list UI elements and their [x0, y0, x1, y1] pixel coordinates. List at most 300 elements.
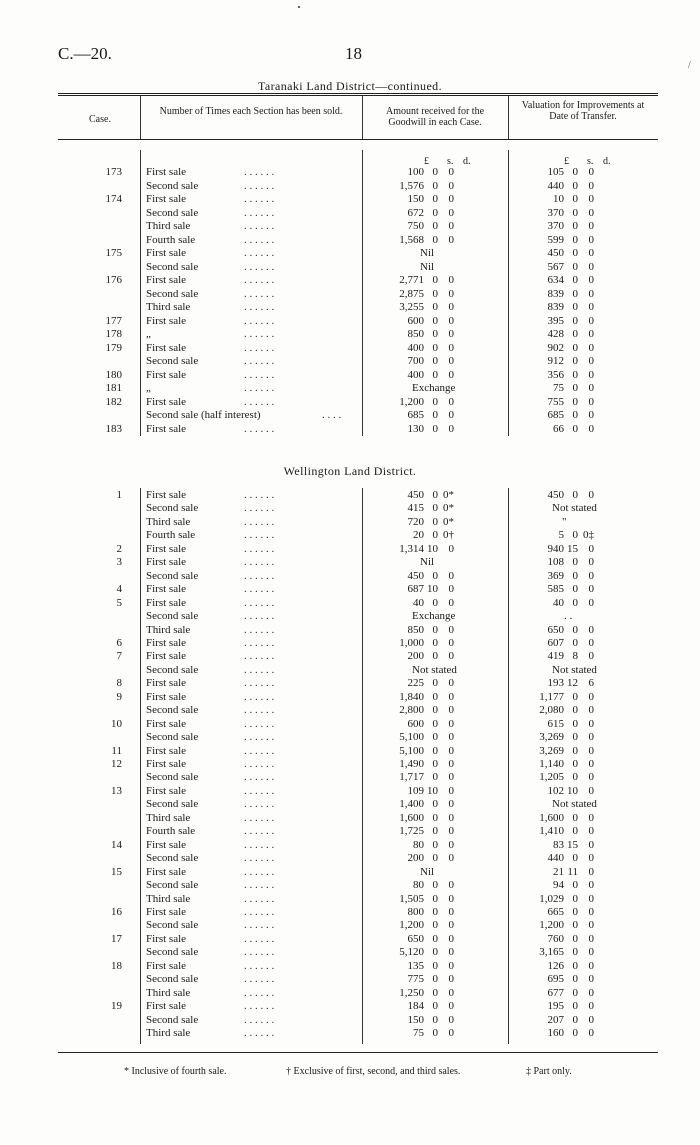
valuation-amount — [516, 987, 616, 1001]
table-row — [0, 946, 700, 960]
sale-description: First sale — [146, 341, 187, 354]
goodwill-amount-pence: 0 — [448, 233, 454, 246]
valuation-amount-pence: 0 — [588, 247, 594, 259]
goodwill-amount-shillings: 0 — [432, 892, 438, 905]
leader-dots: . . . . . . — [244, 905, 275, 918]
goodwill-amount — [376, 516, 476, 530]
goodwill-amount-pence: 0 — [448, 731, 454, 744]
goodwill-amount-pounds: 750 — [407, 220, 424, 232]
valuation-amount-shillings: 0 — [572, 287, 578, 300]
goodwill-amount-text: Exchange — [412, 382, 456, 394]
valuation-amount — [516, 933, 616, 947]
valuation-cell — [516, 718, 616, 732]
valuation-amount-shillings: 0 — [572, 274, 578, 286]
valuation-amount-shillings: 15 — [567, 838, 578, 851]
valuation-amount-pence: 0 — [588, 744, 594, 757]
valuation-amount-shillings: 0 — [572, 368, 578, 381]
goodwill-amount-pounds: 225 — [407, 677, 424, 690]
valuation-cell — [516, 919, 616, 933]
sale-description: Third sale — [146, 515, 191, 528]
header-divider — [140, 96, 141, 139]
amount-cell — [376, 677, 476, 691]
leader-dots: . . . . . . — [244, 704, 275, 717]
table-row — [0, 906, 700, 920]
goodwill-amount-pence: 0 — [448, 973, 454, 986]
goodwill-amount-shillings: 0 — [432, 852, 438, 865]
valuation-amount-pounds: 755 — [547, 395, 564, 408]
valuation-amount-pence: 0 — [588, 838, 594, 851]
valuation-amount-pence: 0 — [588, 771, 594, 784]
valuation-amount-pounds: 369 — [547, 569, 564, 582]
amount-cell — [376, 906, 476, 920]
goodwill-amount — [376, 342, 476, 356]
valuation-amount — [516, 288, 616, 302]
valuation-amount-pounds: 940 — [547, 542, 564, 555]
goodwill-amount-shillings: 0 — [432, 986, 438, 999]
goodwill-amount — [376, 839, 476, 853]
amount-cell — [376, 529, 476, 543]
goodwill-amount-pence: 0 — [448, 677, 454, 690]
amount-cell — [376, 637, 476, 651]
valuation-amount-pounds: 356 — [547, 368, 564, 381]
table-row — [0, 718, 700, 732]
goodwill-amount-pence: 0 — [448, 314, 454, 327]
goodwill-amount-shillings: 0 — [432, 301, 438, 313]
goodwill-amount — [376, 691, 476, 705]
valuation-amount-pounds: 370 — [547, 206, 564, 219]
goodwill-amount-pounds: 650 — [407, 932, 424, 945]
valuation-amount — [516, 866, 616, 880]
leader-dots: . . . . . . — [244, 368, 275, 381]
goodwill-amount-shillings: 0 — [432, 328, 438, 340]
valuation-cell — [516, 274, 616, 288]
valuation-amount-pounds: 450 — [547, 247, 564, 259]
valuation-amount-pounds: 902 — [547, 341, 564, 354]
goodwill-amount-pounds: 20 — [413, 529, 424, 542]
case-number: 2 — [116, 542, 122, 555]
goodwill-amount — [376, 933, 476, 947]
valuation-amount — [516, 180, 616, 194]
valuation-amount-pence: 0 — [588, 301, 594, 313]
sale-description: Third sale — [146, 623, 191, 636]
goodwill-amount-pounds: 130 — [407, 422, 424, 435]
goodwill-amount-pence: 0 — [448, 1013, 454, 1026]
leader-dots: . . . . . . — [244, 355, 275, 367]
table-row — [0, 516, 700, 530]
table-row — [0, 489, 700, 503]
valuation-cell — [516, 1014, 616, 1028]
valuation-amount-shillings: 0 — [572, 919, 578, 932]
goodwill-amount-pence: 0 — [448, 301, 454, 313]
leader-dots: . . . . . . — [244, 744, 275, 757]
valuation-amount-pounds: 395 — [547, 314, 564, 327]
valuation-amount-pounds: 599 — [547, 233, 564, 246]
valuation-amount-pence: 0 — [588, 260, 594, 273]
leader-dots: . . . . . . — [244, 771, 275, 784]
case-number: 9 — [116, 690, 122, 703]
goodwill-amount — [376, 1000, 476, 1014]
leader-dots: . . . . . . — [244, 179, 275, 192]
sale-description: Second sale — [146, 610, 199, 623]
sale-description: Fourth sale — [146, 825, 196, 838]
amount-cell — [376, 369, 476, 383]
amount-cell — [376, 731, 476, 745]
table-row — [0, 556, 700, 570]
valuation-cell — [516, 650, 616, 664]
valuation-amount-pounds: 102 — [547, 784, 564, 797]
valuation-amount — [516, 664, 616, 678]
amount-cell — [376, 650, 476, 664]
case-number: 10 — [111, 717, 122, 730]
goodwill-amount-pence: 0 — [448, 892, 454, 905]
valuation-cell — [516, 180, 616, 194]
valuation-amount-shillings: 0 — [572, 301, 578, 313]
goodwill-amount-shillings: 0 — [432, 422, 438, 435]
valuation-amount-pence: 0 — [588, 166, 594, 178]
valuation-amount-pence: 6 — [588, 677, 594, 690]
valuation-amount-pounds: 695 — [547, 973, 564, 986]
table-row — [0, 852, 700, 866]
goodwill-amount — [376, 396, 476, 410]
sale-description: Third sale — [146, 301, 191, 313]
table-row — [0, 893, 700, 907]
goodwill-amount — [376, 234, 476, 248]
valuation-cell — [516, 973, 616, 987]
goodwill-amount-pence: 0 — [448, 905, 454, 918]
leader-dots: . . . . . . — [244, 717, 275, 730]
goodwill-amount — [376, 529, 476, 543]
valuation-amount-shillings: 0 — [572, 905, 578, 918]
valuation-amount-shillings: 0 — [572, 529, 578, 542]
goodwill-amount — [376, 597, 476, 611]
goodwill-amount-pence: 0 — [448, 583, 454, 596]
valuation-amount — [516, 718, 616, 732]
valuation-cell — [516, 1000, 616, 1014]
valuation-amount-pounds: 370 — [547, 220, 564, 232]
valuation-amount-pence: 0 — [588, 959, 594, 972]
table-row — [0, 570, 700, 584]
goodwill-amount-text: Nil — [420, 556, 435, 569]
valuation-amount-shillings: 0 — [572, 382, 578, 394]
table-row — [0, 274, 700, 288]
goodwill-amount-pence: 0 — [448, 690, 454, 703]
valuation-amount-shillings: 0 — [572, 758, 578, 770]
valuation-amount — [516, 798, 616, 812]
sale-description: First sale — [146, 690, 187, 703]
valuation-amount-text: Not stated — [552, 798, 597, 811]
table-row — [0, 234, 700, 248]
valuation-amount-pence: 0 — [588, 784, 594, 797]
valuation-amount — [516, 852, 616, 866]
valuation-amount — [516, 193, 616, 207]
valuation-amount-shillings: 0 — [572, 973, 578, 986]
valuation-cell — [516, 933, 616, 947]
leader-dots: . . . . . . — [244, 569, 275, 582]
valuation-amount-shillings: 0 — [572, 744, 578, 757]
goodwill-amount-shillings: 0 — [432, 838, 438, 851]
valuation-amount-shillings: 0 — [572, 1027, 578, 1039]
amount-cell — [376, 288, 476, 302]
goodwill-amount-pounds: 1,200 — [399, 919, 424, 932]
valuation-amount-pence: 0 — [588, 758, 594, 770]
sale-description: Second sale — [146, 206, 199, 219]
valuation-cell — [516, 664, 616, 678]
leader-dots: . . . . . . — [244, 973, 275, 986]
valuation-amount-pounds: 3,165 — [539, 946, 564, 959]
table-row — [0, 731, 700, 745]
leader-dots: . . . . . . — [244, 556, 275, 569]
amount-cell — [376, 315, 476, 329]
valuation-cell — [516, 315, 616, 329]
goodwill-amount-pence: 0 — [448, 368, 454, 381]
goodwill-amount — [376, 207, 476, 221]
document-reference: C.—20. — [58, 44, 112, 63]
valuation-amount-shillings: 0 — [572, 932, 578, 945]
goodwill-amount-shillings: 0 — [432, 409, 438, 421]
valuation-amount — [516, 556, 616, 570]
amount-cell — [376, 1027, 476, 1041]
sale-description: Second sale — [146, 663, 199, 676]
valuation-amount-shillings: 0 — [572, 959, 578, 972]
valuation-amount-pence: 0 — [588, 314, 594, 327]
leader-dots: . . . . . . — [244, 852, 275, 865]
valuation-amount-pence: 0 — [588, 489, 594, 501]
goodwill-amount-pence: 0 — [448, 825, 454, 838]
goodwill-amount-shillings: 0 — [432, 489, 438, 501]
goodwill-amount — [376, 879, 476, 893]
goodwill-amount — [376, 489, 476, 503]
valuation-amount-text: Not stated — [552, 663, 597, 676]
valuation-amount-shillings: 11 — [567, 865, 578, 878]
valuation-amount-pounds: 75 — [553, 382, 564, 394]
case-number: 14 — [111, 838, 122, 851]
valuation-amount-pence: 0 — [588, 206, 594, 219]
amount-cell — [376, 583, 476, 597]
sale-description: Third sale — [146, 220, 191, 232]
leader-dots: . . . . . . — [244, 946, 275, 959]
table-row — [0, 839, 700, 853]
valuation-amount-shillings: 0 — [572, 1000, 578, 1013]
valuation-amount-shillings: 0 — [572, 193, 578, 205]
sale-description: Second sale — [146, 704, 199, 717]
goodwill-amount-shillings: 0 — [432, 704, 438, 717]
valuation-amount-pence: 0 — [588, 704, 594, 717]
valuation-cell — [516, 704, 616, 718]
goodwill-amount-pounds: 1,725 — [399, 825, 424, 838]
valuation-amount-pounds: 440 — [547, 179, 564, 192]
valuation-amount-shillings: 0 — [572, 636, 578, 649]
speck-mark — [298, 6, 300, 8]
valuation-amount-pence: 0‡ — [583, 529, 594, 542]
valuation-amount-shillings: 0 — [572, 852, 578, 865]
valuation-amount-pounds: 585 — [547, 583, 564, 596]
goodwill-amount-pounds: 2,771 — [399, 274, 424, 286]
goodwill-amount — [376, 624, 476, 638]
leader-dots: . . . . . . — [244, 986, 275, 999]
goodwill-amount-pence: 0 — [448, 179, 454, 192]
amount-cell — [376, 382, 476, 396]
valuation-amount-pounds: 428 — [547, 328, 564, 340]
amount-cell — [376, 691, 476, 705]
valuation-cell — [516, 556, 616, 570]
valuation-amount-pounds: 839 — [547, 301, 564, 313]
valuation-amount-pence: 0 — [588, 892, 594, 905]
valuation-amount-pence: 0 — [588, 1013, 594, 1026]
valuation-amount-pounds: 567 — [547, 260, 564, 273]
valuation-cell — [516, 342, 616, 356]
amount-cell — [376, 220, 476, 234]
valuation-amount — [516, 1000, 616, 1014]
goodwill-amount-pounds: 1,490 — [399, 758, 424, 770]
valuation-amount — [516, 423, 616, 437]
valuation-amount-pence: 0 — [588, 556, 594, 569]
valuation-amount-pence: 0 — [588, 852, 594, 865]
amount-cell — [376, 489, 476, 503]
goodwill-amount — [376, 973, 476, 987]
amount-cell — [376, 1014, 476, 1028]
valuation-amount-shillings: 0 — [572, 341, 578, 354]
leader-dots: . . . . . . — [244, 798, 275, 811]
valuation-amount-pounds: 615 — [547, 717, 564, 730]
valuation-amount-pounds: 650 — [547, 623, 564, 636]
valuation-amount-pence: 0 — [588, 919, 594, 932]
valuation-amount-shillings: 0 — [572, 717, 578, 730]
leader-dots: . . . . . . — [244, 623, 275, 636]
goodwill-amount — [376, 355, 476, 369]
valuation-amount — [516, 409, 616, 423]
goodwill-amount-pounds: 1,568 — [399, 233, 424, 246]
goodwill-amount-shillings: 0 — [432, 879, 438, 892]
table-row — [0, 879, 700, 893]
valuation-cell — [516, 247, 616, 261]
section-title-wellington: Wellington Land District. — [283, 464, 417, 478]
amount-cell — [376, 247, 476, 261]
valuation-amount — [516, 301, 616, 315]
currency-pounds: £ — [564, 156, 569, 167]
goodwill-amount-pounds: 1,600 — [399, 811, 424, 824]
valuation-amount-shillings: 0 — [572, 731, 578, 744]
sale-description: First sale — [146, 556, 187, 569]
sale-description: „ — [146, 328, 151, 340]
case-number: 16 — [111, 905, 122, 918]
goodwill-amount-text: Not stated — [412, 663, 457, 676]
footnote-asterisk: * Inclusive of fourth sale. — [124, 1066, 227, 1077]
goodwill-amount — [376, 261, 476, 275]
amount-cell — [376, 771, 476, 785]
valuation-amount-pounds: 83 — [553, 838, 564, 851]
leader-dots: . . . . . . — [244, 677, 275, 690]
currency-pence: d. — [603, 156, 611, 167]
valuation-amount-pounds: 1,200 — [539, 919, 564, 932]
case-number: 177 — [105, 314, 122, 327]
goodwill-amount-pence: 0 — [448, 986, 454, 999]
table-row — [0, 1000, 700, 1014]
valuation-amount — [516, 610, 616, 624]
valuation-amount-shillings: 0 — [572, 220, 578, 232]
valuation-amount — [516, 745, 616, 759]
sale-description: First sale — [146, 274, 187, 286]
valuation-amount-pence: 0 — [588, 409, 594, 421]
table-row — [0, 973, 700, 987]
valuation-amount-pounds: 105 — [547, 166, 564, 178]
goodwill-amount — [376, 423, 476, 437]
currency-pounds: £ — [424, 156, 429, 167]
footnote-dagger: † Exclusive of first, second, and third sales. — [286, 1066, 461, 1077]
goodwill-amount-pence: 0 — [448, 838, 454, 851]
valuation-amount — [516, 328, 616, 342]
amount-cell — [376, 274, 476, 288]
goodwill-amount-pounds: 3,255 — [399, 301, 424, 313]
valuation-amount-pence: 0 — [588, 905, 594, 918]
goodwill-amount-pounds: 450 — [407, 489, 424, 501]
valuation-amount — [516, 677, 616, 691]
goodwill-amount-pounds: 1,400 — [399, 798, 424, 811]
table-header-rule — [58, 139, 658, 140]
goodwill-amount-pounds: 687 — [407, 583, 424, 596]
goodwill-amount-pence: 0† — [443, 529, 454, 542]
leader-dots: . . . . . . — [244, 193, 275, 205]
goodwill-amount-shillings: 0 — [432, 529, 438, 542]
valuation-cell — [516, 637, 616, 651]
valuation-amount — [516, 1027, 616, 1041]
valuation-amount-pounds: 21 — [553, 865, 564, 878]
valuation-amount-pence: 0 — [588, 596, 594, 609]
leader-dots: . . . . . . — [244, 919, 275, 932]
valuation-amount-pounds: 450 — [547, 489, 564, 501]
goodwill-amount-pence: 0 — [448, 328, 454, 340]
sale-description: Second sale — [146, 973, 199, 986]
valuation-cell — [516, 852, 616, 866]
valuation-amount-pounds: 1,205 — [539, 771, 564, 784]
goodwill-amount-shillings: 10 — [427, 583, 438, 596]
goodwill-amount-text: Nil — [420, 865, 435, 878]
valuation-amount-pence: 0 — [588, 287, 594, 300]
amount-cell — [376, 409, 476, 423]
sale-description: Second sale — [146, 919, 199, 932]
goodwill-amount-shillings: 0 — [432, 905, 438, 918]
amount-cell — [376, 597, 476, 611]
goodwill-amount-shillings: 0 — [432, 515, 438, 528]
amount-cell — [376, 396, 476, 410]
valuation-cell — [516, 691, 616, 705]
valuation-amount — [516, 946, 616, 960]
table-row — [0, 960, 700, 974]
sale-description: First sale — [146, 193, 187, 205]
valuation-amount-pence: 0 — [588, 932, 594, 945]
leader-dots: . . . . . . — [244, 260, 275, 273]
goodwill-amount-pounds: 1,200 — [399, 395, 424, 408]
goodwill-amount-shillings: 0 — [432, 771, 438, 784]
amount-cell — [376, 180, 476, 194]
sale-description: Second sale (half interest) — [146, 409, 261, 421]
valuation-amount-pence: 0 — [588, 368, 594, 381]
table-row — [0, 583, 700, 597]
goodwill-amount-pence: 0 — [448, 811, 454, 824]
sale-description: First sale — [146, 314, 187, 327]
goodwill-amount-pounds: 2,875 — [399, 287, 424, 300]
sale-description: Second sale — [146, 798, 199, 811]
leader-dots: . . . . . . — [244, 287, 275, 300]
amount-cell — [376, 664, 476, 678]
amount-cell — [376, 193, 476, 207]
goodwill-amount-pence: 0 — [448, 1027, 454, 1039]
goodwill-amount-pounds: 775 — [407, 973, 424, 986]
goodwill-amount-shillings: 0 — [432, 919, 438, 932]
valuation-amount-pounds: 160 — [547, 1027, 564, 1039]
valuation-amount-shillings: 0 — [572, 690, 578, 703]
goodwill-amount — [376, 785, 476, 799]
valuation-cell — [516, 369, 616, 383]
